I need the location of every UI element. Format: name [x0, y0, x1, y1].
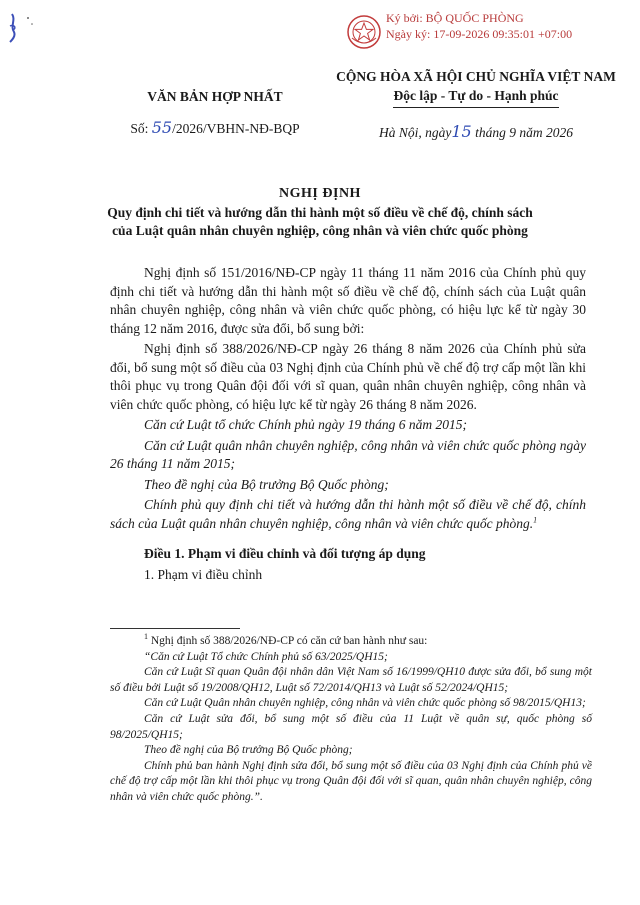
document-number — [110, 118, 320, 137]
nation-name: CỘNG HÒA XÃ HỘI CHỦ NGHĨA VIỆT NAM — [336, 69, 616, 84]
document-title — [60, 186, 580, 240]
paragraph: Nghị định số 151/2016/NĐ-CP ngày 11 tháng 11 năm 2016 của Chính phủ quy định chi tiết và hướng dẫn thi hành một số điều về chế độ, chính sách của Luật quân nhân chuyên nghiệp, công nhân và viên chức quốc phòng, có hiệu lực kể từ ngày 30 tháng 12 năm 2016, được sửa đổi, bổ sung bởi: — [110, 265, 586, 336]
article-1-heading: Điều 1. Phạm vi điều chỉnh và đối tượng áp dụng — [144, 546, 426, 561]
proposal-basis: Theo đề nghị của Bộ trưởng Bộ Quốc phòng; — [144, 476, 389, 492]
subject-line-2: của Luật quân nhân chuyên nghiệp, công nhân và viên chức quốc phòng — [112, 223, 528, 238]
footnote-intro-text: Nghị định số 388/2026/NĐ-CP có căn cứ ban hành như sau: — [150, 635, 428, 647]
number-prefix: Số: — [130, 121, 149, 136]
footnote-separator — [110, 628, 240, 629]
number-suffix: /2026/VBHN-NĐ-BQP — [172, 121, 300, 136]
document-type: NGHỊ ĐỊNH — [279, 186, 361, 201]
legal-basis: Căn cứ Luật quân nhân chuyên nghiệp, công nhân và viên chức quốc phòng ngày 26 tháng 11 năm 2015; — [110, 437, 586, 471]
signer: Ký bởi: BỘ QUỐC PHÒNG — [386, 11, 524, 25]
national-emblem-icon — [346, 14, 382, 50]
paragraph: Nghị định số 388/2026/NĐ-CP ngày 26 tháng 8 năm 2026 của Chính phủ sửa đổi, bổ sung một số điều của 03 Nghị định của Chính phủ về chế độ trợ cấp một lần khi thôi phục vụ trong Quân đội đối với sĩ quan, quân nhân chuyên nghiệp, công nhân và viên chức quốc phòng, có hiệu lực kể từ ngày 26 tháng 8 năm 2026. — [110, 341, 586, 412]
footnote-line: Căn cứ Luật Sĩ quan Quân đội nhân dân Việt Nam số 16/1999/QH10 được sửa đổi, bổ sung một số điều bởi Luật số 19/2008/QH12, Luật số 72/2014/QH13 và Luật số 52/2024/QH15; — [110, 666, 592, 694]
footnote-line: “Căn cứ Luật Tổ chức Chính phủ số 63/2025/QH15; — [144, 650, 388, 663]
footnote-mark: 1 — [144, 632, 148, 642]
footnote-line: Căn cứ Luật Quân nhân chuyên nghiệp, công nhân và viên chức quốc phòng số 98/2015/QH13; — [144, 697, 586, 710]
footnotes — [110, 634, 592, 806]
signed-at: Ngày ký: 17-09-2026 09:35:01 +07:00 — [386, 27, 573, 41]
document-body — [110, 264, 586, 586]
footnote-line: Căn cứ Luật sửa đổi, bổ sung một số điều của 11 Luật về quân sự, quốc phòng số 98/2025/QH15; — [110, 712, 592, 741]
footnote-intro — [110, 634, 592, 650]
place-suffix: tháng 9 năm 2026 — [475, 125, 573, 140]
legal-basis: Căn cứ Luật tổ chức Chính phủ ngày 19 tháng 6 năm 2015; — [144, 417, 467, 432]
footnote-line: Chính phủ ban hành Nghị định sửa đổi, bổ sung một số điều của 03 Nghị định của Chính phủ về chế độ trợ cấp một lần khi thôi phục vụ trong Quân đội đối với sĩ quan, quân nhân chuyên nghiệp, công nhân và viên chức quốc phòng.”. — [110, 759, 592, 803]
handwritten-mark — [4, 6, 44, 46]
digital-signature — [346, 10, 636, 52]
clause-1: 1. Phạm vi điều chỉnh — [144, 566, 263, 582]
national-header — [316, 68, 636, 141]
day-handwritten: 15 — [451, 122, 472, 141]
place-date — [316, 122, 636, 141]
enactment-clause — [110, 496, 586, 533]
enactment-text: Chính phủ quy định chi tiết và hướng dẫn thi hành một số điều về chế độ, chính sách của Luật quân nhân chuyên nghiệp, công nhân và viên chức quốc phòng. — [110, 497, 586, 531]
issuer-block — [110, 88, 320, 137]
subject-line-1: Quy định chi tiết và hướng dẫn thi hành một số điều về chế độ, chính sách — [107, 205, 533, 220]
organization-name: VĂN BẢN HỢP NHẤT — [147, 89, 283, 104]
footnote-line: Theo đề nghị của Bộ trưởng Bộ Quốc phòng; — [144, 744, 353, 757]
motto: Độc lập - Tự do - Hạnh phúc — [393, 86, 558, 108]
number-handwritten: 55 — [151, 118, 173, 137]
place-prefix: Hà Nội, ngày — [379, 125, 452, 140]
footnote-ref[interactable]: 1 — [533, 515, 538, 524]
